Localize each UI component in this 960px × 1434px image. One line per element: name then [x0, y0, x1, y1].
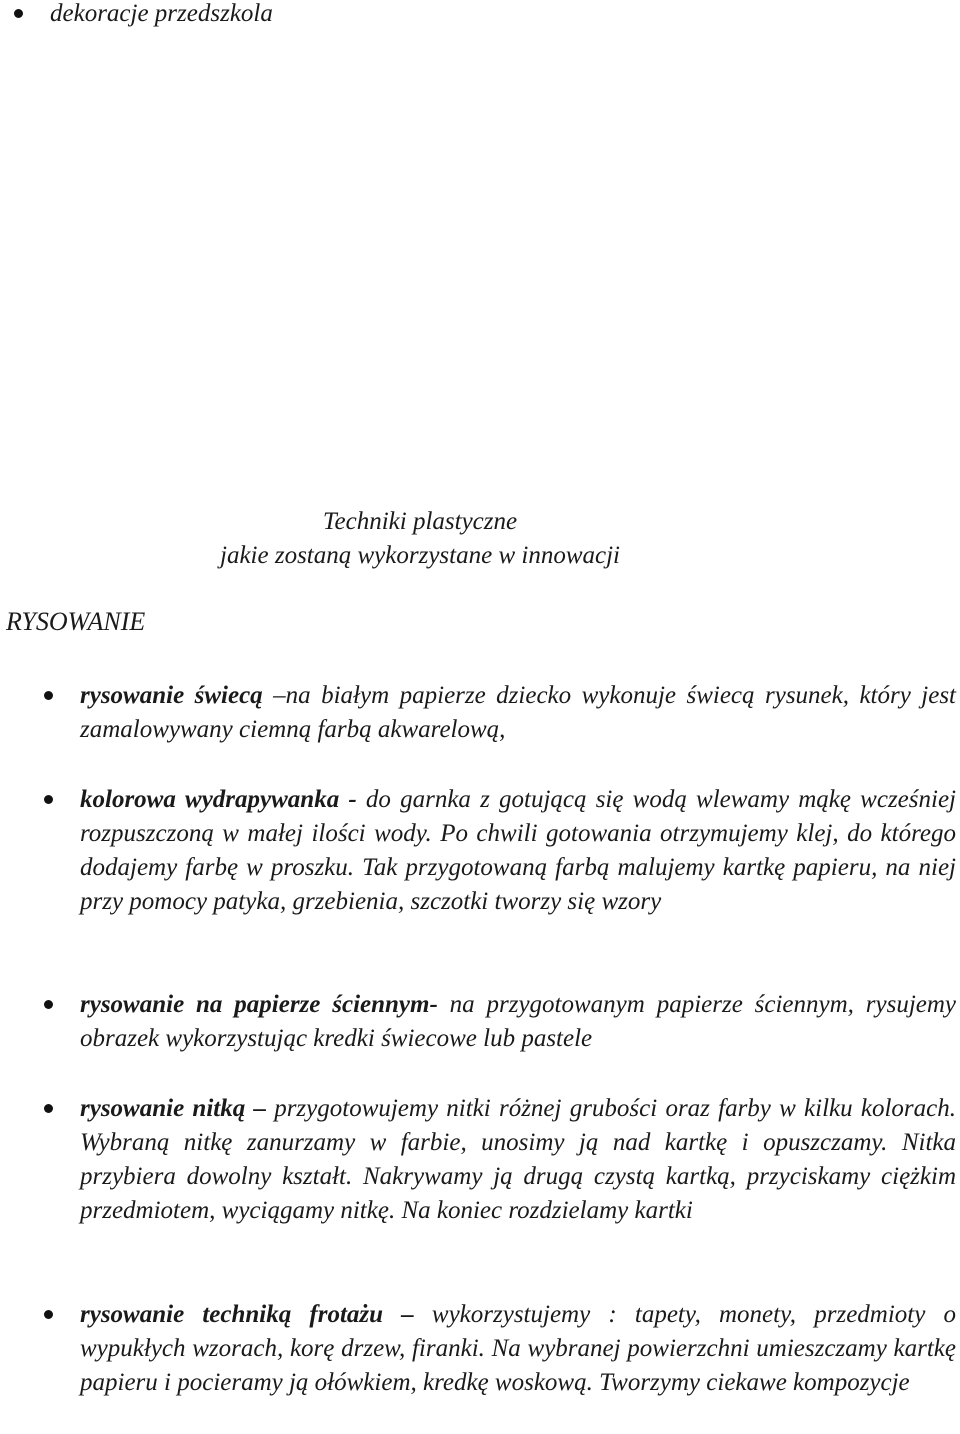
bullet-icon [44, 691, 53, 700]
list-item [80, 988, 956, 1056]
list-item [50, 0, 950, 28]
list-item [80, 783, 956, 919]
item-term: kolorowa wydrapywanka - [80, 786, 357, 813]
bullet-icon [44, 1310, 53, 1319]
item-text: do garnka z gotującą się wodą wlewamy mąkę wcześniej rozpuszczoną w małej ilości wody. Po chwili gotowania otrzymujemy klej, do którego dodajemy farbę w proszku. Tak przygotowaną farbą malujemy kartkę papieru, na niej przy pomocy patyka, grzebienia, szczotki tworzy się wzory [80, 786, 956, 915]
list-item [80, 1298, 956, 1400]
bullet-icon [44, 1104, 53, 1113]
document-subtitle: jakie zostaną wykorzystane w innowacji [220, 542, 620, 569]
item-text: wykorzystujemy : tapety, monety, przedmioty o wypukłych wzorach, korę drzew, firanki. Na wybranej powierzchni umieszczamy kartkę papieru i pocieramy ją ołówkiem, kredkę woskową. Tworzymy ciekawe kompozycje [80, 1301, 957, 1396]
item-text: przygotowujemy nitki różnej grubości oraz farby w kilku kolorach. Wybraną nitkę zanurzamy w farbie, unosimy ją nad kartkę i opuszczamy. Nitka przybiera dowolny kształt. Nakrywamy ją drugą czystą kartką, przyciskamy ciężkim przedmiotem, wyciągamy nitkę. Na koniec rozdzielamy kartki [80, 1095, 956, 1224]
list-item [80, 1092, 956, 1228]
item-text: na przygotowanym papierze ściennym, rysujemy obrazek wykorzystując kredki świecowe lub pastele [80, 991, 957, 1052]
item-term: rysowanie na papierze ściennym- [80, 991, 438, 1018]
item-term: rysowanie nitką – [80, 1095, 266, 1122]
item-text: –na białym papierze dziecko wykonuje świecą rysunek, który jest zamalowywany ciemną farbą akwarelową, [80, 682, 956, 743]
document-title: Techniki plastyczne [322, 508, 518, 535]
bullet-icon [44, 795, 53, 804]
item-term: rysowanie techniką frotażu – [80, 1301, 414, 1328]
list-item-text: dekoracje przedszkola [50, 0, 273, 27]
item-term: rysowanie świecą [80, 682, 263, 709]
section-title: RYSOWANIE [6, 607, 146, 636]
bullet-icon [14, 9, 23, 18]
list-item [80, 679, 956, 747]
bullet-icon [44, 1000, 53, 1009]
